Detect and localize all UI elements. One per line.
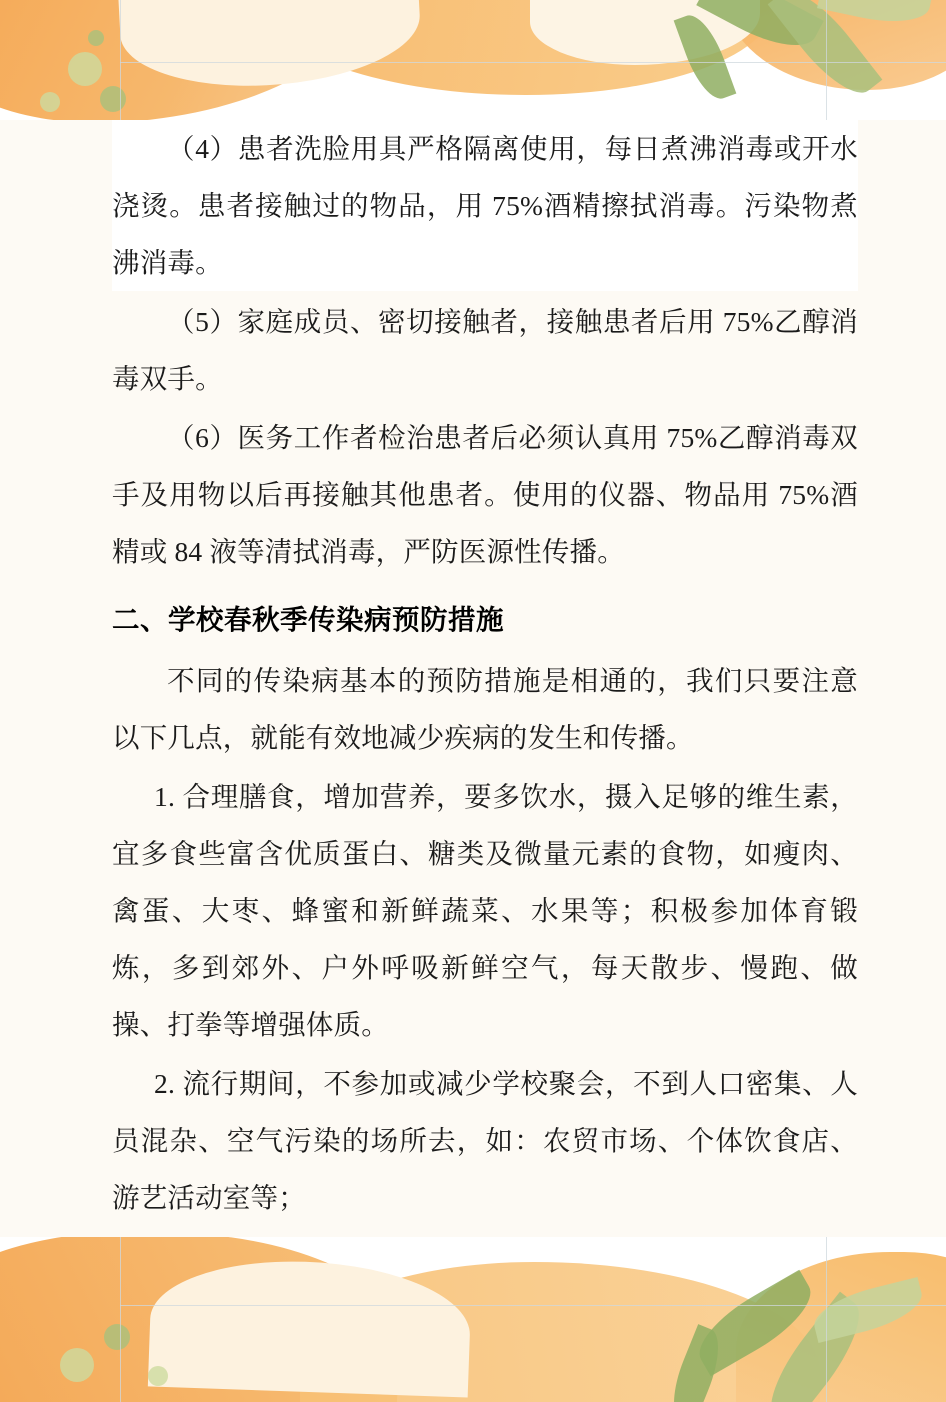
document-body <box>0 120 946 1235</box>
grid-line <box>120 1237 121 1402</box>
dot-decoration <box>40 92 60 112</box>
dot-decoration <box>68 52 102 86</box>
dot-decoration <box>60 1348 94 1382</box>
grid-line <box>826 0 827 120</box>
paragraph-point-1: 1. 合理膳食，增加营养，要多饮水，摄入足够的维生素，宜多食些富含优质蛋白、糖类及微量元素的食物，如瘦肉、禽蛋、大枣、蜂蜜和新鲜蔬菜、水果等；积极参加体育锻炼，多到郊外、户外呼吸新鲜空气，每天散步、慢跑、做操、打拳等增强体质。 <box>112 781 858 1040</box>
section-heading: 二、学校春秋季传染病预防措施 <box>112 604 504 635</box>
bottom-decoration-band <box>0 1237 946 1402</box>
dot-decoration <box>100 86 126 112</box>
paragraph-intro: 不同的传染病基本的预防措施是相通的，我们只要注意以下几点，就能有效地减少疾病的发生和传播。 <box>112 665 858 753</box>
dot-decoration <box>88 30 104 46</box>
top-decoration-band <box>0 0 946 120</box>
paragraph-point-2: 2. 流行期间，不参加或减少学校聚会，不到人口密集、人员混杂、空气污染的场所去，如：农贸市场、个体饮食店、游艺活动室等； <box>112 1068 858 1213</box>
paragraph-group-items <box>112 120 858 580</box>
grid-line <box>120 62 946 63</box>
grid-line <box>826 1237 827 1402</box>
paragraph-item-5: （5）家庭成员、密切接触者，接触患者后用 75%乙醇消毒双手。 <box>112 306 858 394</box>
dot-decoration <box>148 1366 168 1386</box>
grid-line <box>120 0 121 120</box>
grid-line <box>120 1305 946 1306</box>
paragraph-item-4: （4）患者洗脸用具严格隔离使用，每日煮沸消毒或开水浇烫。患者接触过的物品，用 75%酒精擦拭消毒。污染物煮沸消毒。 <box>112 120 858 291</box>
dot-decoration <box>104 1324 130 1350</box>
paragraph-item-6: （6）医务工作者检治患者后必须认真用 75%乙醇消毒双手及用物以后再接触其他患者。使用的仪器、物品用 75%酒精或 84 液等清拭消毒，严防医源性传播。 <box>112 422 858 567</box>
